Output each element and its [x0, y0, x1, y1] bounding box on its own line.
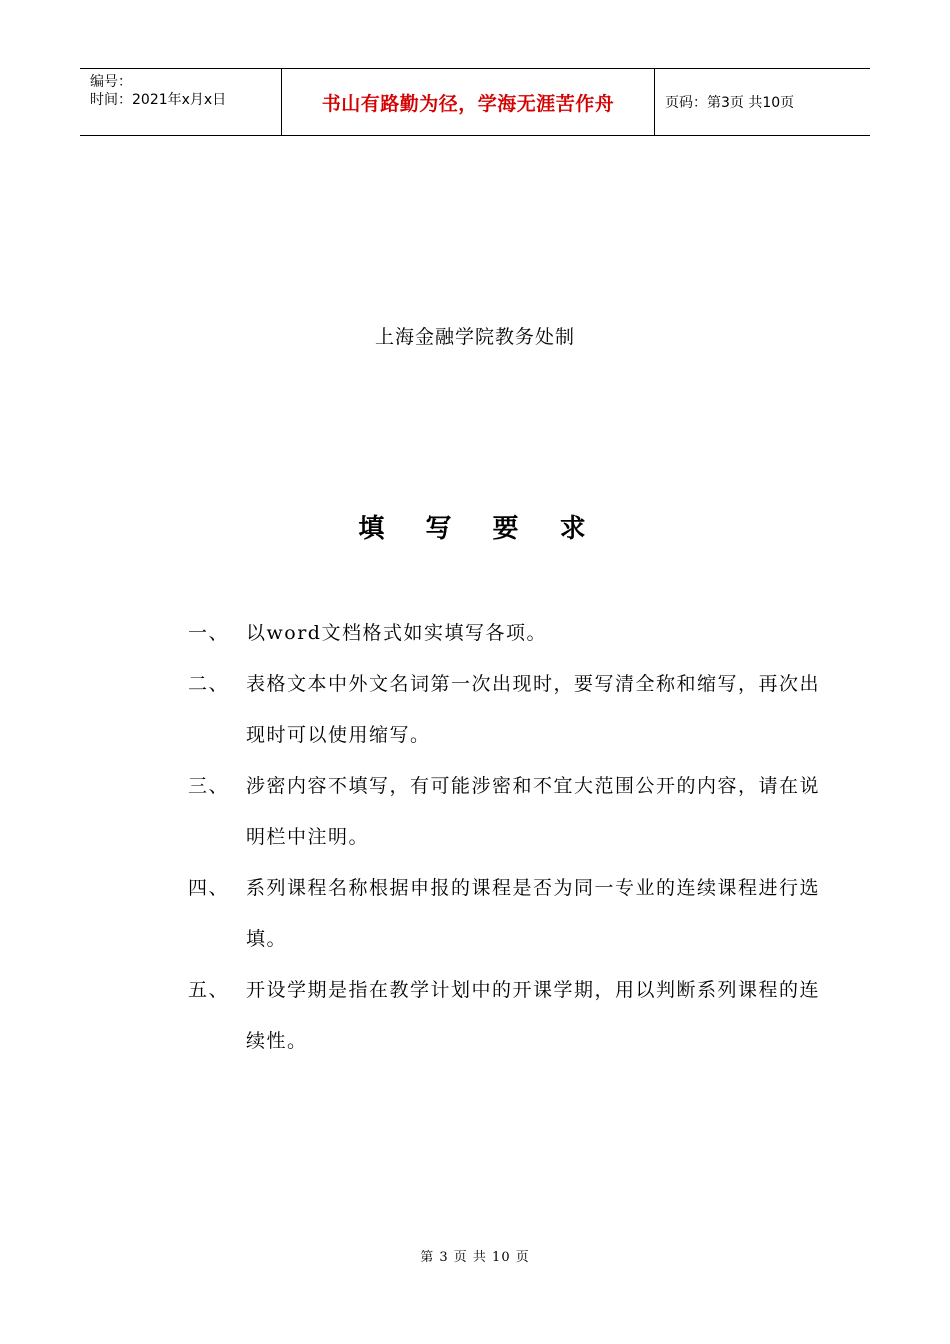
- list-item-text: 涉密内容不填写，有可能涉密和不宜大范围公开的内容，请在说明栏中注明。: [246, 775, 821, 848]
- page-footer: 第 3 页 共 10 页: [420, 1250, 530, 1265]
- page-header: [80, 68, 870, 136]
- header-number-label: 编号：: [90, 74, 132, 90]
- header-page-info: 页码：第3页 共10页: [665, 95, 795, 111]
- list-item-number: 一、: [188, 622, 230, 644]
- list-item-text: 表格文本中外文名词第一次出现时，要写清全称和缩写，再次出现时可以使用缩写。: [246, 673, 821, 746]
- list-item-text: 开设学期是指在教学计划中的开课学期，用以判断系列课程的连续性。: [246, 979, 821, 1052]
- requirements-list: [188, 608, 828, 1067]
- list-item: [188, 863, 828, 965]
- list-item: [188, 608, 828, 659]
- list-item: [188, 965, 828, 1067]
- list-item-number: 二、: [188, 673, 230, 695]
- list-item: [188, 761, 828, 863]
- list-item-number: 三、: [188, 775, 230, 797]
- header-time-label: 时间：2021年x月x日: [90, 92, 227, 108]
- page-title: 填 写 要 求: [358, 514, 602, 544]
- list-item-number: 四、: [188, 877, 230, 899]
- list-item-number: 五、: [188, 979, 230, 1001]
- list-item-text: 以word文档格式如实填写各项。: [246, 622, 547, 644]
- header-motto: 书山有路勤为径，学海无涯苦作舟: [282, 69, 655, 135]
- list-item-text: 系列课程名称根据申报的课程是否为同一专业的连续课程进行选填。: [246, 877, 821, 950]
- institution-name: 上海金融学院教务处制: [374, 326, 575, 348]
- header-meta: [80, 69, 282, 135]
- list-item: [188, 659, 828, 761]
